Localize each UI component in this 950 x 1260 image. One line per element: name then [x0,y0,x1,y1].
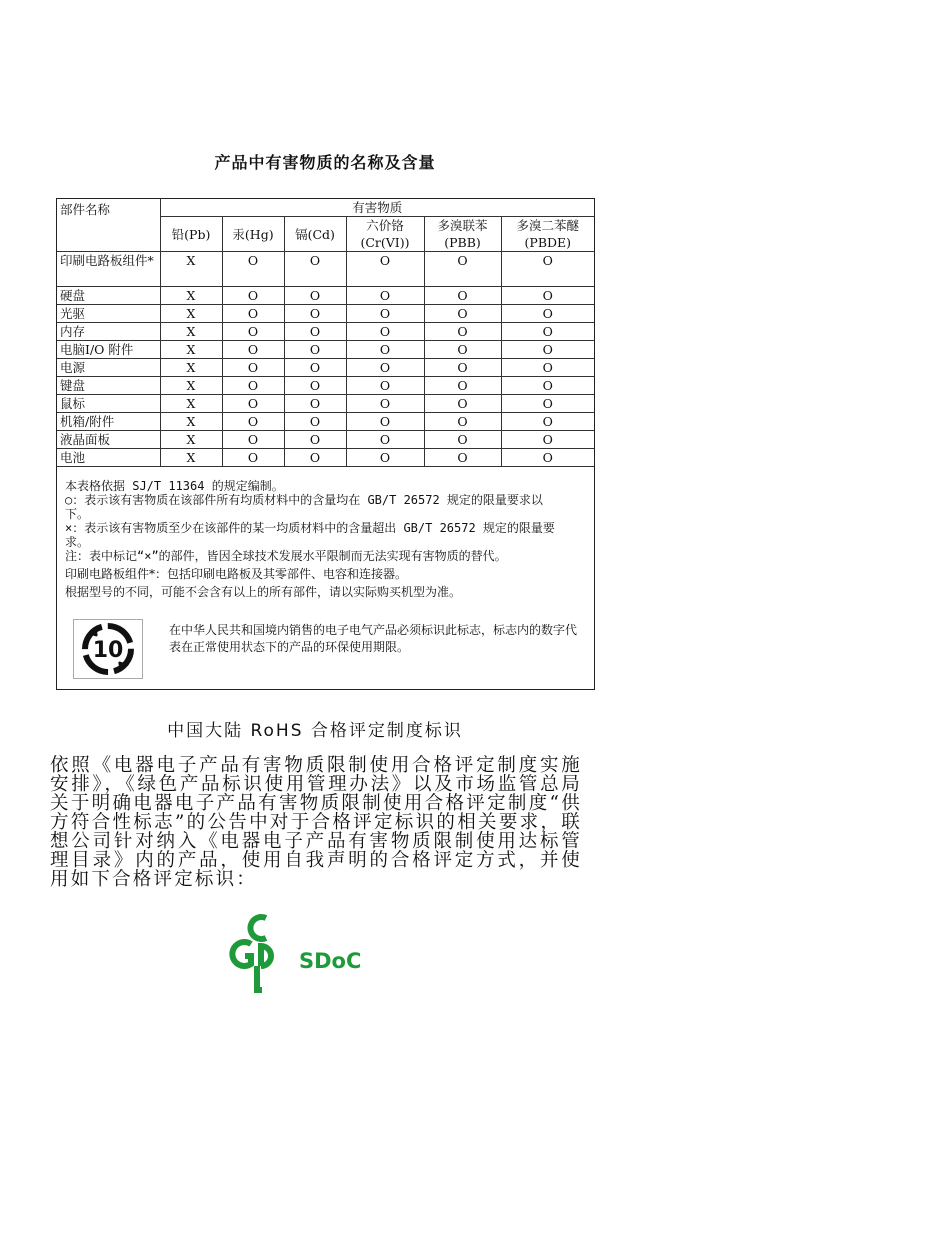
substance-value-cell: O [284,377,346,395]
substance-value-cell: O [424,431,501,449]
substance-value-cell: O [501,252,594,287]
sdoc-logo [226,910,361,994]
sdoc-text: SDoC [299,949,361,973]
substance-value-cell: O [424,377,501,395]
table-row [57,341,594,359]
substance-value-cell: X [160,395,222,413]
substance-value-cell: O [284,395,346,413]
rohs-section-title: 中国大陆 RoHS 合格评定制度标识 [167,721,463,741]
substance-value-cell: O [501,323,594,341]
substance-value-cell: O [284,341,346,359]
substance-value-cell: O [222,359,284,377]
efup-years: 10 [92,638,124,663]
table-row [57,252,594,287]
part-name-cell: 内存 [57,323,160,341]
substance-value-cell: O [222,449,284,467]
substance-value-cell: O [501,341,594,359]
model-note: 根据型号的不同，可能不会含有以上的所有部件，请以实际购买机型为准。 [65,585,462,599]
substance-value-cell: O [424,449,501,467]
part-name-header: 部件名称 [57,199,160,252]
hazard-table-body [57,252,594,467]
substance-value-cell: O [222,341,284,359]
substance-value-cell: O [284,449,346,467]
substance-value-cell: O [424,323,501,341]
substance-value-cell: O [346,359,424,377]
part-name-cell: 电池 [57,449,160,467]
substance-value-cell: O [424,395,501,413]
part-name-cell: 键盘 [57,377,160,395]
table-row [57,359,594,377]
substance-value-cell: O [222,323,284,341]
o-meaning-note: ○：表示该有害物质在该部件所有均质材料中的含量均在 GB/T 26572 规定的限量要求以下。 [65,493,543,521]
substance-value-cell: O [284,323,346,341]
substance-value-cell: O [346,413,424,431]
substance-header: 多溴二苯醚 (PBDE) [501,217,594,252]
gp-clover-icon [226,910,361,994]
part-name-cell: 液晶面板 [57,431,160,449]
substance-value-cell: O [222,413,284,431]
substance-group-header: 有害物质 [160,199,594,217]
substance-value-cell: O [424,359,501,377]
table-row [57,449,594,467]
substance-value-cell: O [501,359,594,377]
substance-value-cell: X [160,252,222,287]
hazardous-substance-table [57,199,594,467]
substance-value-cell: X [160,287,222,305]
substance-value-cell: O [424,413,501,431]
substance-header: 六价铬 (Cr(VI)) [346,217,424,252]
x-meaning-note: ×：表示该有害物质至少在该部件的某一均质材料中的含量超出 GB/T 26572 规定的限量要求。 [65,521,555,549]
substance-value-cell: O [346,395,424,413]
substance-value-cell: O [222,287,284,305]
pcba-note: 印刷电路板组件*：包括印刷电路板及其零部件、电容和连接器。 [65,567,408,581]
substance-value-cell: O [284,413,346,431]
substance-value-cell: O [222,252,284,287]
rohs-paragraph: 依照《电器电子产品有害物质限制使用合格评定制度实施安排》，《绿色产品标识使用管理办法》以及市场监管总局关于明确电器电子产品有害物质限制使用合格评定制度“供方符合性标志”的公告中对于合格评定标识的相关要求，联想公司针对纳入《电器电子产品有害物质限制使用达标管理目录》内的产品，使用自我声明的合格评定方式，并使用如下合格评定标识： [50,755,582,890]
table-row [57,305,594,323]
substance-value-cell: O [501,305,594,323]
table-row [57,395,594,413]
part-name-cell: 印刷电路板组件* [57,252,160,287]
part-name-cell: 光驱 [57,305,160,323]
document-title: 产品中有害物质的名称及含量 [214,153,436,172]
substance-value-cell: X [160,323,222,341]
table-notes [65,479,565,599]
standard-note: 本表格依据 SJ/T 11364 的规定编制。 [65,479,284,493]
substance-value-cell: O [424,287,501,305]
substance-value-cell: O [284,431,346,449]
substance-value-cell: O [424,341,501,359]
substance-value-cell: O [222,377,284,395]
substance-value-cell: O [501,413,594,431]
substance-value-cell: O [346,449,424,467]
table-row [57,431,594,449]
substance-value-cell: X [160,449,222,467]
substance-value-cell: O [346,252,424,287]
substance-header: 汞(Hg) [222,217,284,252]
table-row [57,377,594,395]
part-name-cell: 电脑I/O 附件 [57,341,160,359]
substance-value-cell: O [222,431,284,449]
substance-value-cell: X [160,377,222,395]
efup-10-icon [74,620,142,678]
table-row [57,413,594,431]
substance-value-cell: O [501,431,594,449]
substance-value-cell: O [424,252,501,287]
substance-value-cell: O [284,305,346,323]
substance-value-cell: O [346,341,424,359]
table-row [57,287,594,305]
substance-value-cell: X [160,305,222,323]
substance-value-cell: O [501,377,594,395]
substance-value-cell: O [284,287,346,305]
substance-value-cell: O [346,287,424,305]
part-name-cell: 鼠标 [57,395,160,413]
substance-value-cell: X [160,431,222,449]
substance-value-cell: O [222,395,284,413]
efup-logo [73,619,143,679]
substance-value-cell: X [160,341,222,359]
substance-header: 铅(Pb) [160,217,222,252]
x-mark-note: 注：表中标记“×”的部件，皆因全球技术发展水平限制而无法实现有害物质的替代。 [65,549,507,563]
substance-header: 多溴联苯 (PBB) [424,217,501,252]
substance-value-cell: X [160,413,222,431]
substance-value-cell: O [346,305,424,323]
substance-value-cell: O [424,305,501,323]
part-name-cell: 电源 [57,359,160,377]
substance-value-cell: O [501,287,594,305]
efup-description: 在中华人民共和国境内销售的电子电气产品必须标识此标志，标志内的数字代表在正常使用状态下的产品的环保使用期限。 [169,623,578,654]
part-name-cell: 硬盘 [57,287,160,305]
substance-value-cell: O [346,323,424,341]
substance-value-cell: O [284,359,346,377]
substance-value-cell: O [346,431,424,449]
substance-header: 镉(Cd) [284,217,346,252]
substance-value-cell: O [222,305,284,323]
substance-value-cell: O [501,449,594,467]
substance-value-cell: O [346,377,424,395]
hazardous-substance-section [56,198,595,690]
substance-value-cell: O [284,252,346,287]
table-row [57,323,594,341]
substance-value-cell: X [160,359,222,377]
part-name-cell: 机箱/附件 [57,413,160,431]
substance-value-cell: O [501,395,594,413]
